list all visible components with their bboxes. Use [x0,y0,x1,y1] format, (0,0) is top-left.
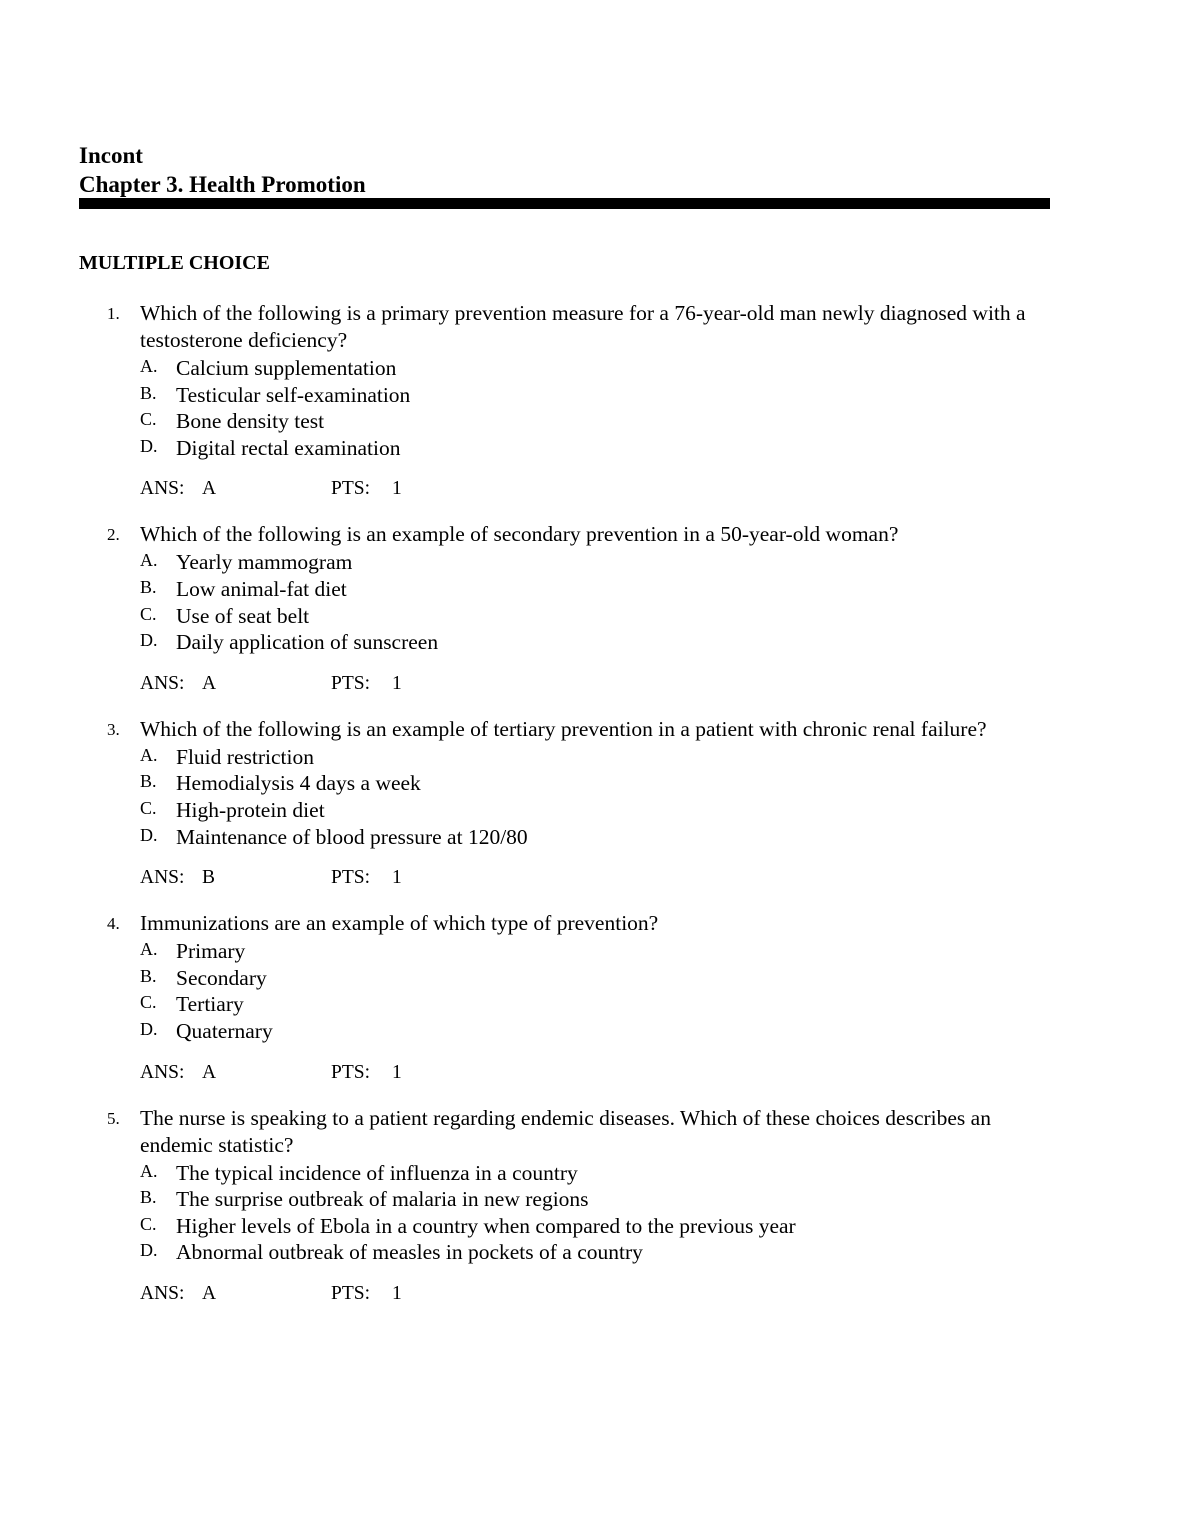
answer-label: ANS: [140,672,185,694]
option-list [0,354,1190,460]
option-text: Tertiary [176,992,244,1017]
option-letter: C. [140,797,157,818]
section-heading: MULTIPLE CHOICE [79,252,270,274]
question [0,300,1190,502]
option-letter: A. [140,939,158,960]
points-label: PTS: [331,1061,371,1083]
option-list [0,1159,1190,1265]
answer-label: ANS: [140,478,185,500]
document-title: Incont [79,143,143,168]
option-text: Fluid restriction [176,744,314,769]
answer-option [0,990,1190,1017]
question-number: 3. [107,719,120,739]
option-letter: A. [140,356,158,376]
option-text: Daily application of sunscreen [176,630,439,655]
points-value: 1 [392,672,402,694]
answer-option [0,575,1190,602]
question-stem: Which of the following is a primary prevention measure for a 76-year-old man newly diagnosed with a testosterone deficiency? [140,301,1026,352]
question-stem: Immunizations are an example of which type of prevention? [140,911,659,936]
answer-option [0,1185,1190,1212]
answer-value: A [202,672,217,694]
answer-option [0,796,1190,823]
option-text: The surprise outbreak of malaria in new regions [176,1187,589,1212]
option-text: Bone density test [176,409,325,434]
option-text: Calcium supplementation [176,356,397,380]
option-text: Use of seat belt [176,603,310,628]
document-header [79,141,1050,199]
points-value: 1 [392,1282,402,1304]
points-value: 1 [392,867,402,889]
answer-label: ANS: [140,1061,185,1083]
answer-value: A [202,478,217,500]
answer-option [0,1159,1190,1186]
question [0,1105,1190,1307]
answer-option [0,1212,1190,1239]
answer-label: ANS: [140,1282,185,1304]
option-letter: D. [140,1018,158,1039]
answer-option [0,381,1190,408]
question-stem: Which of the following is an example of tertiary prevention in a patient with chronic renal failure? [140,716,987,741]
question-number: 4. [107,914,120,934]
option-text: Primary [176,939,246,964]
answer-option [0,964,1190,991]
points-value: 1 [392,478,402,500]
option-letter: C. [140,1213,157,1234]
answer-value: B [202,867,216,889]
option-letter: C. [140,603,157,624]
option-letter: A. [140,1160,158,1181]
header-rule [79,198,1050,209]
answer-option [0,823,1190,850]
question-stem: The nurse is speaking to a patient regarding endemic diseases. Which of these choices describes an endemic statistic? [140,1105,991,1157]
answer-option [0,407,1190,434]
answer-option [0,1017,1190,1044]
option-letter: B. [140,771,157,792]
points-value: 1 [392,1061,402,1083]
answer-line [0,864,1190,891]
option-text: Abnormal outbreak of measles in pockets of a country [176,1240,643,1265]
answer-option [0,769,1190,796]
option-text: Hemodialysis 4 days a week [176,771,421,796]
answer-option [0,434,1190,461]
option-letter: B. [140,576,157,597]
option-text: Digital rectal examination [176,435,401,460]
answer-option [0,1238,1190,1265]
option-text: The typical incidence of influenza in a country [176,1160,578,1185]
option-list [0,937,1190,1043]
answer-option [0,548,1190,575]
question [0,716,1190,891]
points-label: PTS: [331,1282,371,1304]
answer-option [0,354,1190,381]
option-letter: D. [140,1240,158,1261]
option-text: Secondary [176,965,267,990]
option-text: Testicular self-examination [176,382,411,407]
option-text: Maintenance of blood pressure at 120/80 [176,824,528,849]
answer-line [0,1280,1190,1307]
answer-line [0,475,1190,502]
question-number: 5. [107,1108,120,1128]
answer-line [0,670,1190,697]
question-stem: Which of the following is an example of secondary prevention in a 50-year-old woman? [140,522,899,547]
option-list [0,548,1190,654]
option-letter: A. [140,550,158,571]
option-text: Higher levels of Ebola in a country when compared to the previous year [176,1213,796,1238]
answer-value: A [202,1282,217,1304]
option-letter: C. [140,992,157,1013]
option-letter: B. [140,1187,157,1208]
answer-label: ANS: [140,867,185,889]
option-text: Low animal-fat diet [176,576,347,601]
option-letter: D. [140,435,158,456]
option-letter: D. [140,824,158,845]
option-letter: A. [140,744,158,765]
answer-value: A [202,1061,217,1083]
option-letter: C. [140,409,157,430]
question-number: 1. [107,304,120,323]
points-label: PTS: [331,478,371,500]
answer-line [0,1059,1190,1086]
question [0,910,1190,1085]
question-list [0,300,1190,1326]
chapter-title: Chapter 3. Health Promotion [79,172,366,197]
answer-option [0,743,1190,770]
question-number: 2. [107,525,120,545]
option-letter: D. [140,630,158,651]
option-letter: B. [140,965,157,986]
points-label: PTS: [331,867,371,889]
option-text: High-protein diet [176,797,325,822]
answer-option [0,937,1190,964]
answer-option [0,628,1190,655]
option-text: Yearly mammogram [176,550,353,575]
option-text: Quaternary [176,1018,273,1043]
points-label: PTS: [331,672,371,694]
answer-option [0,602,1190,629]
option-list [0,743,1190,849]
option-letter: B. [140,382,157,403]
question [0,521,1190,696]
